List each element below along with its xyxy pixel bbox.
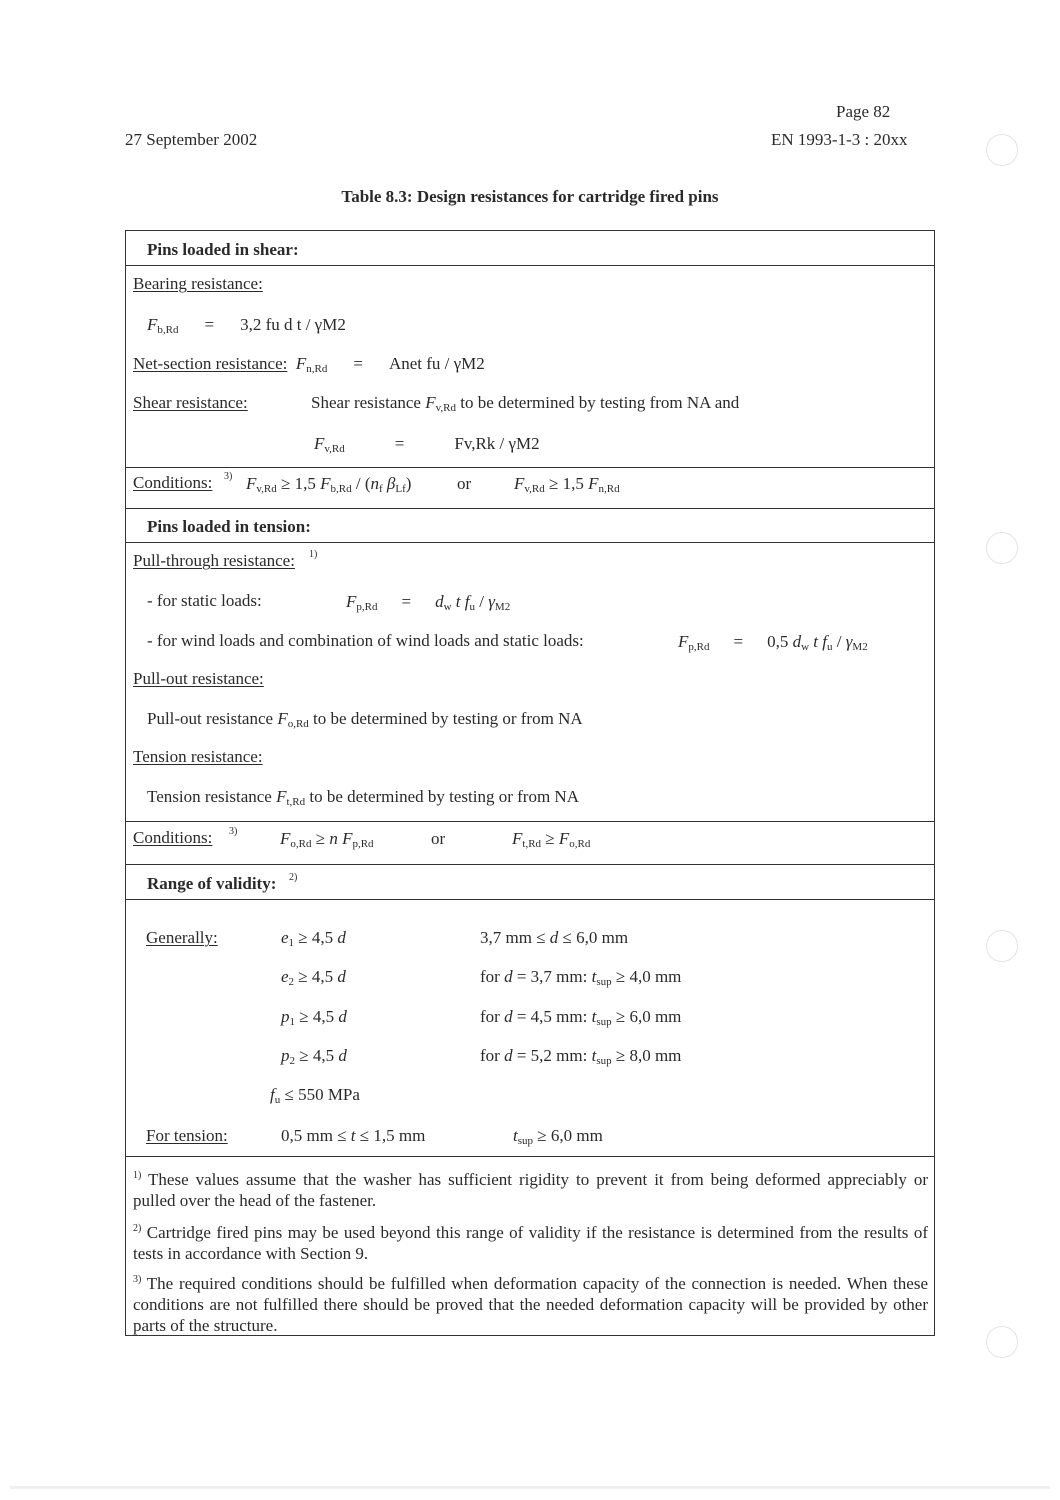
wind-loads-formula: $F_{p,Rd} = 0,5$ $d_w$ t $f_u / \gamma_{M2}$ (678, 632, 868, 653)
pull-through-ref: 1) (309, 549, 318, 560)
bearing-resistance-label: Bearing resistance: (133, 274, 263, 293)
validity-d52: for d = 5,2 mm: $t_{sup} \ge 8,0$ mm (480, 1046, 682, 1067)
net-section-row: Net-section resistance: $F_{n,Rd}$ = Anet fu / γM2 (133, 354, 485, 375)
row-divider (126, 542, 934, 543)
standard-reference: EN 1993-1-3 : 20xx (771, 130, 908, 149)
validity-p1: $p_1 \ge 4,5$ d (281, 1007, 347, 1028)
pull-out-label: Pull-out resistance: (133, 669, 264, 688)
tension-resistance-label: Tension resistance: (133, 747, 263, 766)
validity-thickness: 0,5 mm ≤ t ≤ 1,5 mm (281, 1126, 426, 1145)
scan-edge-line (10, 1486, 1050, 1489)
net-section-formula: Anet fu / γM2 (388, 354, 485, 373)
net-section-label: Net-section resistance: (133, 354, 288, 373)
shear-conditions-ref: 3) (224, 471, 233, 482)
binder-hole-mark (986, 532, 1018, 564)
tension-heading: Pins loaded in tension: (147, 517, 311, 536)
validity-e2: $e_2 \ge 4,5$ d (281, 967, 346, 988)
validity-fu: $f_u \le 550$ MPa (270, 1085, 360, 1106)
shear-condition-2: $F_{v,Rd} \ge 1,5$ $F_{n,Rd}$ (514, 474, 620, 495)
row-divider (126, 821, 934, 822)
tension-condition-2: $F_{t,Rd} \ge F_{o,Rd}$ (512, 829, 591, 850)
validity-d37: for d = 3,7 mm: $t_{sup} \ge 4,0$ mm (480, 967, 682, 988)
shear-conditions-label: Conditions: (133, 473, 213, 492)
design-resistance-table (125, 230, 935, 1336)
tension-conditions-ref: 3) (229, 826, 238, 837)
shear-condition-1: $F_{v,Rd} \ge 1,5$ $F_{b,Rd} / (n_f$ $\beta_{Lf}$) (246, 474, 412, 495)
validity-tsup: $t_{sup} \ge 6,0$ mm (513, 1126, 603, 1147)
shear-conditions-or: or (457, 474, 472, 493)
wind-loads-label: - for wind loads and combination of wind loads and static loads: (147, 631, 584, 650)
footnote-2: $^{2)}$ Cartridge fired pins may be used beyond this range of validity if the resistance is determined from the results of tests in accordance with Section 9. (133, 1223, 928, 1263)
tension-conditions-or: or (431, 829, 446, 848)
shear-formula: $F_{v,Rd} = Fv,Rk / \gamma M2$ (314, 434, 540, 455)
for-tension-label: For tension: (146, 1126, 228, 1145)
row-divider (126, 265, 934, 266)
page-number: Page 82 (836, 102, 891, 121)
validity-p2: $p_2 \ge 4,5$ d (281, 1046, 347, 1067)
document-date: 27 September 2002 (125, 130, 258, 149)
row-divider (126, 899, 934, 900)
tension-resistance-text: Tension resistance $F_{t,Rd}$ to be determined by testing or from NA (147, 787, 579, 808)
binder-hole-mark (986, 930, 1018, 962)
tension-conditions-label: Conditions: (133, 828, 213, 847)
validity-d-range: 3,7 mm ≤ d ≤ 6,0 mm (480, 928, 629, 947)
validity-heading-ref: 2) (289, 872, 298, 883)
validity-e1: $e_1 \ge 4,5$ d (281, 928, 346, 949)
tension-condition-1: $F_{o,Rd} \ge n$ $F_{p,Rd}$ (280, 829, 374, 850)
pull-out-text: Pull-out resistance $F_{o,Rd}$ to be determined by testing or from NA (147, 709, 583, 730)
row-divider (126, 467, 934, 468)
static-loads-formula: $F_{p,Rd} = d_w$ t $f_u / \gamma_{M2}$ (346, 592, 511, 613)
bearing-formula: $F_{b,Rd} = 3,2$ fu d t / γM2 (147, 315, 346, 336)
pull-through-label: Pull-through resistance: (133, 551, 295, 570)
validity-d45: for d = 4,5 mm: $t_{sup} \ge 6,0$ mm (480, 1007, 682, 1028)
binder-hole-mark (986, 134, 1018, 166)
row-divider (126, 1156, 934, 1157)
generally-label: Generally: (146, 928, 218, 947)
row-divider (126, 864, 934, 865)
footnote-3: $^{3)}$ The required conditions should be fulfilled when deformation capacity of the connection is needed. When these conditions are not fulfilled there should be proved that the needed deformation capacity will be provided by other parts of the structure. (133, 1274, 928, 1335)
bearing-formula-rhs: 3,2 fu d t / γM2 (240, 315, 346, 334)
shear-heading: Pins loaded in shear: (147, 240, 299, 259)
validity-heading: Range of validity: (147, 874, 277, 893)
row-divider (126, 508, 934, 509)
shear-formula-rhs: Fv,Rk / γM2 (454, 434, 540, 453)
table-caption: Table 8.3: Design resistances for cartridge fired pins (341, 187, 719, 206)
shear-resistance-label: Shear resistance: (133, 393, 248, 412)
static-loads-label: - for static loads: (147, 591, 262, 610)
binder-hole-mark (986, 1326, 1018, 1358)
shear-resistance-text: Shear resistance $F_{v,Rd}$ to be determined by testing from NA and (311, 393, 740, 414)
footnote-1: $^{1)}$ These values assume that the washer has sufficient rigidity to prevent it from being deformed appreciably or pulled over the head of the fastener. (133, 1170, 928, 1210)
